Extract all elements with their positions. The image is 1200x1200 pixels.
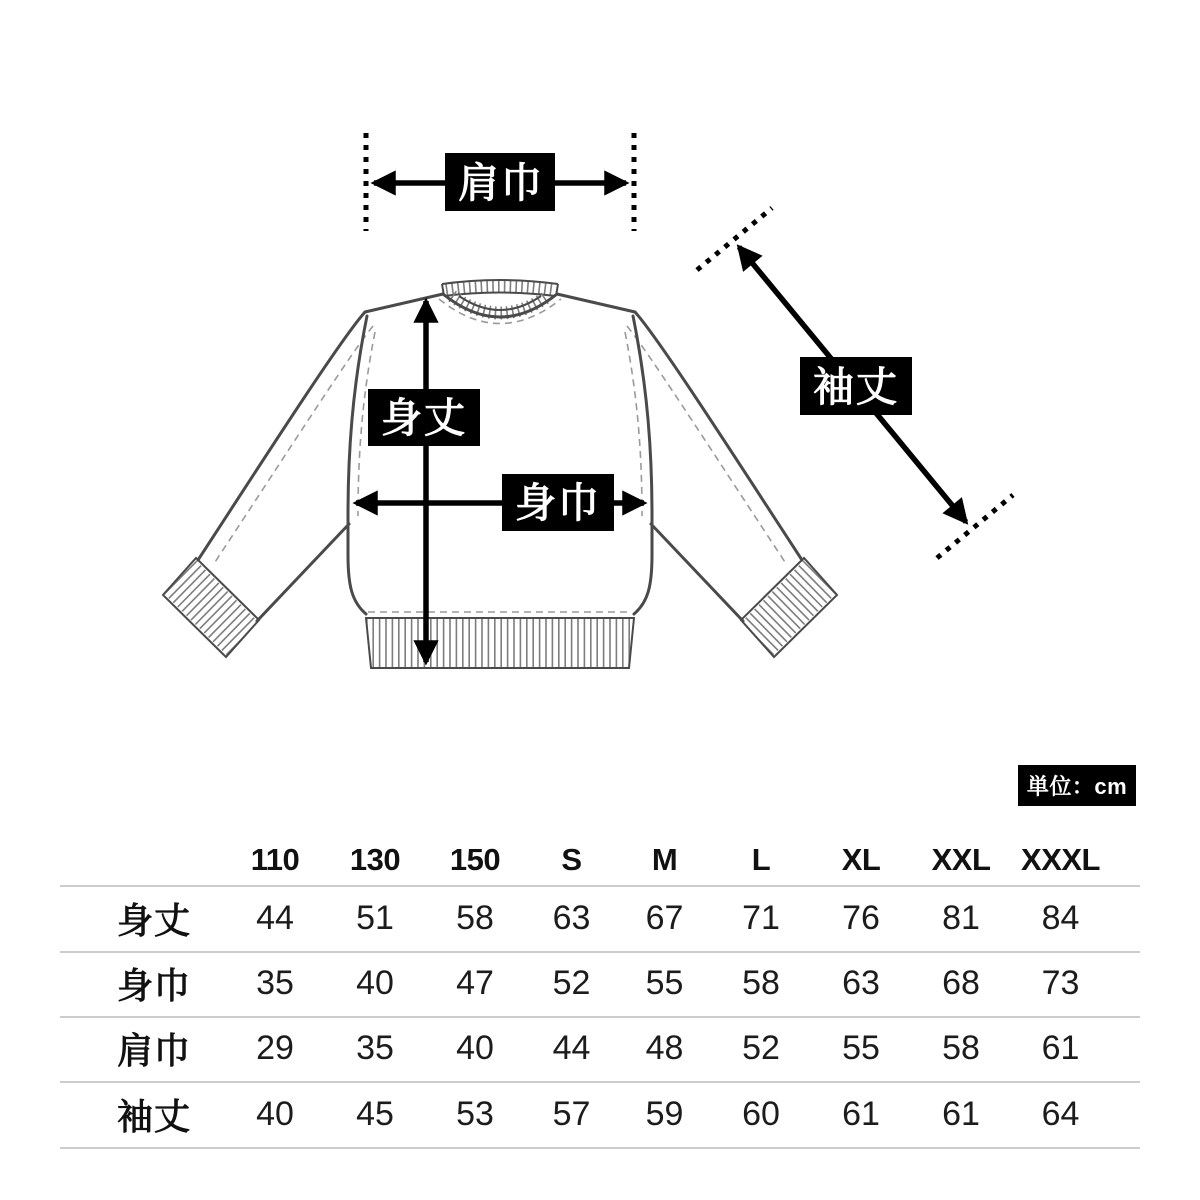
size-column-header: 110 [250,842,300,877]
table-divider [60,1147,1140,1149]
measurement-value: 55 [645,964,684,1002]
dimension-shoulder-width [366,133,634,231]
table-row-sleeve-length [60,1081,1110,1147]
measurement-value: 58 [942,1029,980,1067]
measurement-value: 84 [1041,898,1080,937]
measurement-value: 61 [1041,1029,1080,1067]
unit-badge: 単位：cm [1018,765,1136,806]
collar [439,280,561,324]
measurement-value: 64 [1041,1094,1080,1133]
measurement-value: 76 [842,898,880,937]
measurement-value: 35 [356,1029,394,1067]
measurement-value: 40 [356,964,394,1002]
measurement-value: 71 [742,898,780,937]
dimension-body-length [368,301,480,662]
measurement-value: 81 [942,898,980,937]
row-label: 身巾 [117,965,192,1006]
measurement-value: 29 [256,1029,294,1067]
size-column-header: 150 [449,842,501,877]
measurement-value: 51 [356,898,394,937]
body-length-label: 身丈 [381,395,467,441]
measurement-value: 60 [742,1094,780,1133]
size-column-header: XXXL [1021,842,1100,877]
table-row-body-length [60,885,1110,951]
measurement-value: 63 [842,964,880,1002]
row-label: 袖丈 [117,1095,192,1137]
waistband [366,618,634,668]
measurement-value: 58 [742,964,780,1002]
measurement-value: 58 [456,898,494,937]
sweatshirt-drawing [163,280,837,668]
measurement-value: 53 [456,1094,494,1133]
table-row-body-width [60,951,1110,1016]
measurement-value: 67 [645,898,684,937]
measurement-value: 61 [842,1094,880,1133]
shoulder-width-label: 肩巾 [458,160,544,206]
size-column-header: XXL [931,842,991,877]
size-column-header: S [561,842,582,877]
measurement-value: 47 [456,964,494,1002]
sleeve-left [163,312,373,657]
dimension-sleeve-length [697,208,1013,558]
measurement-value: 48 [645,1029,684,1067]
measurement-value: 73 [1041,964,1080,1002]
measurement-value: 55 [842,1029,880,1067]
table-row-shoulder-width [60,1016,1110,1081]
body-width-label: 身巾 [515,480,601,526]
dimension-body-width [356,474,644,531]
measurement-value: 52 [742,1029,780,1067]
measurement-value: 40 [256,1094,294,1133]
measurement-value: 44 [256,898,294,937]
extension-line-top [697,208,772,270]
measurement-value: 52 [552,964,591,1002]
body-panel [348,294,652,614]
size-table-header-row [60,835,1110,885]
row-label: 身丈 [117,899,192,941]
row-label: 肩巾 [117,1030,192,1071]
size-column-header: 130 [349,842,401,877]
measurement-value: 45 [356,1094,394,1133]
sleeve-length-label: 袖丈 [813,364,899,410]
measurement-value: 61 [942,1094,980,1133]
corner-cell [60,835,225,885]
size-table [60,835,1110,1147]
measurement-value: 57 [552,1094,591,1133]
size-column-header: XL [841,842,881,877]
size-column-header: L [751,842,771,877]
size-column-header: M [651,842,678,877]
measurement-value: 68 [942,964,980,1002]
measurement-value: 44 [552,1029,591,1067]
measurement-value: 35 [256,964,294,1002]
measurement-value: 59 [645,1094,684,1133]
measurement-value: 63 [552,898,591,937]
measurement-value: 40 [456,1029,494,1067]
